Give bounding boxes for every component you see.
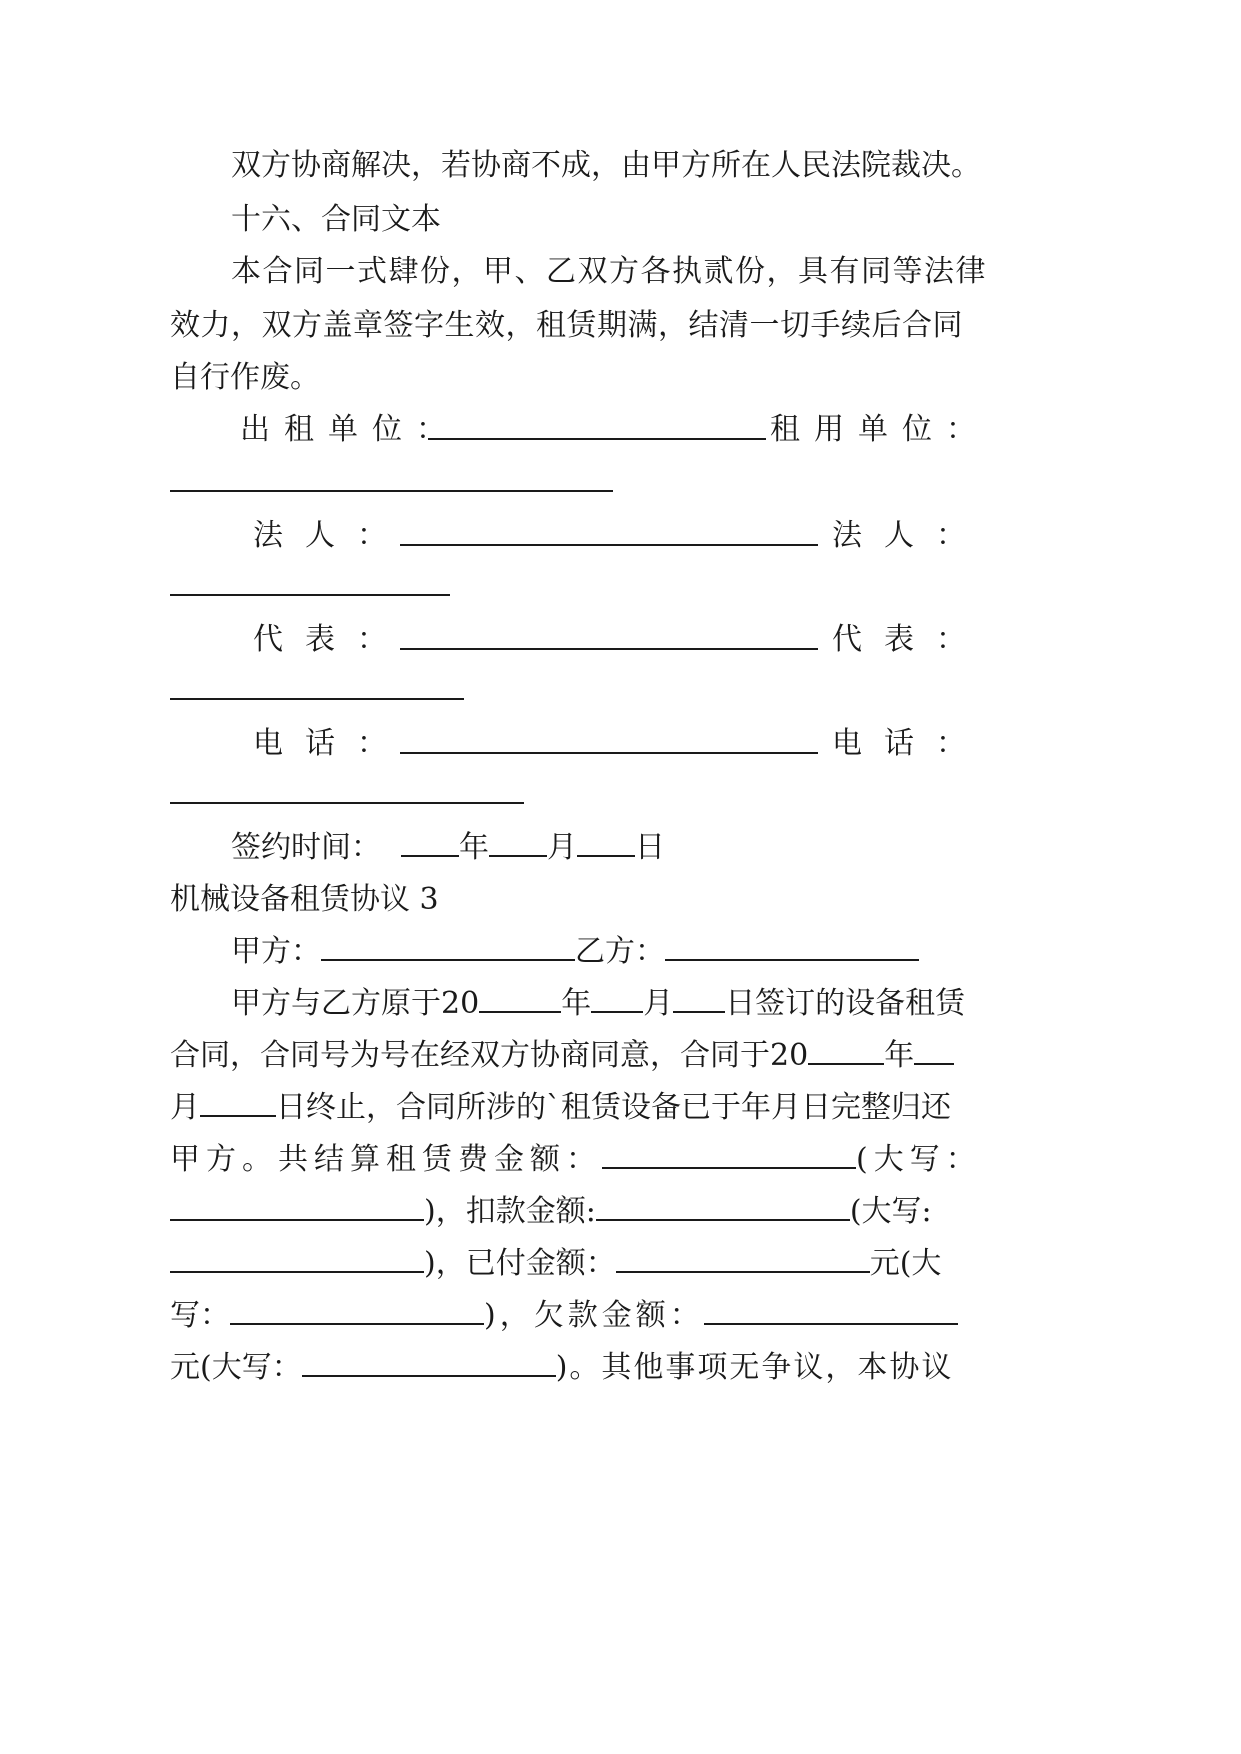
legal-person-label-left: 法人： [253, 518, 409, 553]
blank [704, 1297, 958, 1325]
phone-label-right: 电话： [832, 726, 988, 761]
phone-label-left: 电话： [253, 726, 409, 761]
settlement-text: 写： [170, 1298, 230, 1333]
settlement-text: 年 [884, 1038, 915, 1073]
representative-blank-right [170, 698, 464, 700]
settlement-line5 [170, 1192, 932, 1232]
month-label: 月 [547, 830, 577, 865]
phone-blank-right [170, 802, 524, 804]
settlement-text: 甲方。共结算租赁费金额： [170, 1142, 602, 1177]
settlement-text: )。其他事项无争议，本协议 [555, 1350, 954, 1385]
settlement-text: 日终止，合同所涉的`租赁设备已于年月日完整归还 [276, 1090, 951, 1125]
section-title-contract-text: 十六、合同文本 [231, 202, 441, 237]
legal-person-label-right: 法人： [832, 518, 988, 553]
settlement-line7 [170, 1296, 958, 1336]
settlement-line1 [231, 984, 965, 1024]
settlement-text: )，欠款金额： [484, 1298, 704, 1333]
lessee-label: 租用单位： [770, 412, 990, 447]
signing-date-label: 签约时间： [231, 830, 381, 865]
settlement-line3 [170, 1088, 951, 1128]
settlement-text: 甲方与乙方原于20 [231, 986, 480, 1021]
blank [230, 1297, 484, 1325]
blank [200, 1089, 276, 1117]
phone-blank-left [400, 752, 818, 754]
party-a-blank [321, 933, 575, 961]
blank [914, 1037, 954, 1065]
representative-label-right: 代表： [832, 622, 988, 657]
settlement-text: 年 [561, 986, 592, 1021]
settlement-line4 [170, 1140, 982, 1180]
representative-blank-left [400, 648, 818, 650]
paragraph-copies-line2: 效力，双方盖章签字生效，租赁期满，结清一切手续后合同 [170, 308, 963, 343]
day-blank [577, 829, 635, 857]
settlement-text: 元(大 [869, 1246, 942, 1281]
blank [596, 1193, 850, 1221]
party-b-label: 乙方： [575, 934, 665, 969]
lessor-blank [428, 438, 766, 440]
settlement-text: )，扣款金额: [424, 1194, 596, 1229]
settlement-text: 月 [643, 986, 674, 1021]
settlement-text: )，已付金额： [424, 1246, 616, 1281]
lessee-blank [170, 490, 613, 492]
year-blank [401, 829, 459, 857]
party-b-blank [665, 933, 919, 961]
year-label: 年 [459, 830, 489, 865]
paragraph-dispute: 双方协商解决，若协商不成，由甲方所在人民法院裁决。 [231, 148, 981, 183]
blank [602, 1141, 856, 1169]
blank [616, 1245, 870, 1273]
settlement-line2 [170, 1036, 954, 1076]
paragraph-copies-line3: 自行作废。 [170, 360, 320, 395]
party-a-label: 甲方： [231, 934, 321, 969]
legal-person-blank-left [400, 544, 818, 546]
settlement-line8 [170, 1348, 953, 1388]
month-blank [489, 829, 547, 857]
blank [673, 985, 725, 1013]
settlement-text: 月 [170, 1090, 200, 1125]
blank [170, 1245, 424, 1273]
settlement-text: 合同，合同号为号在经双方协商同意，合同于20 [170, 1038, 809, 1073]
blank [591, 985, 643, 1013]
lessor-label: 出租单位： [240, 412, 460, 447]
agreement-title: 机械设备租赁协议 3 [170, 882, 439, 917]
settlement-line6 [170, 1244, 941, 1284]
settlement-text: (大写: [849, 1194, 932, 1229]
blank [170, 1193, 424, 1221]
blank [302, 1349, 556, 1377]
day-label: 日 [635, 830, 665, 865]
legal-person-blank-right [170, 594, 450, 596]
parties-row [231, 932, 919, 972]
blank [808, 1037, 884, 1065]
settlement-text: (大写： [856, 1142, 982, 1177]
blank [479, 985, 561, 1013]
paragraph-copies-line1: 本合同一式肆份，甲、乙双方各执贰份，具有同等法律 [231, 254, 987, 289]
representative-label-left: 代表： [253, 622, 409, 657]
settlement-text: 日签订的设备租赁 [725, 986, 966, 1021]
signing-date-row [231, 828, 665, 868]
settlement-text: 元(大写： [170, 1350, 302, 1385]
